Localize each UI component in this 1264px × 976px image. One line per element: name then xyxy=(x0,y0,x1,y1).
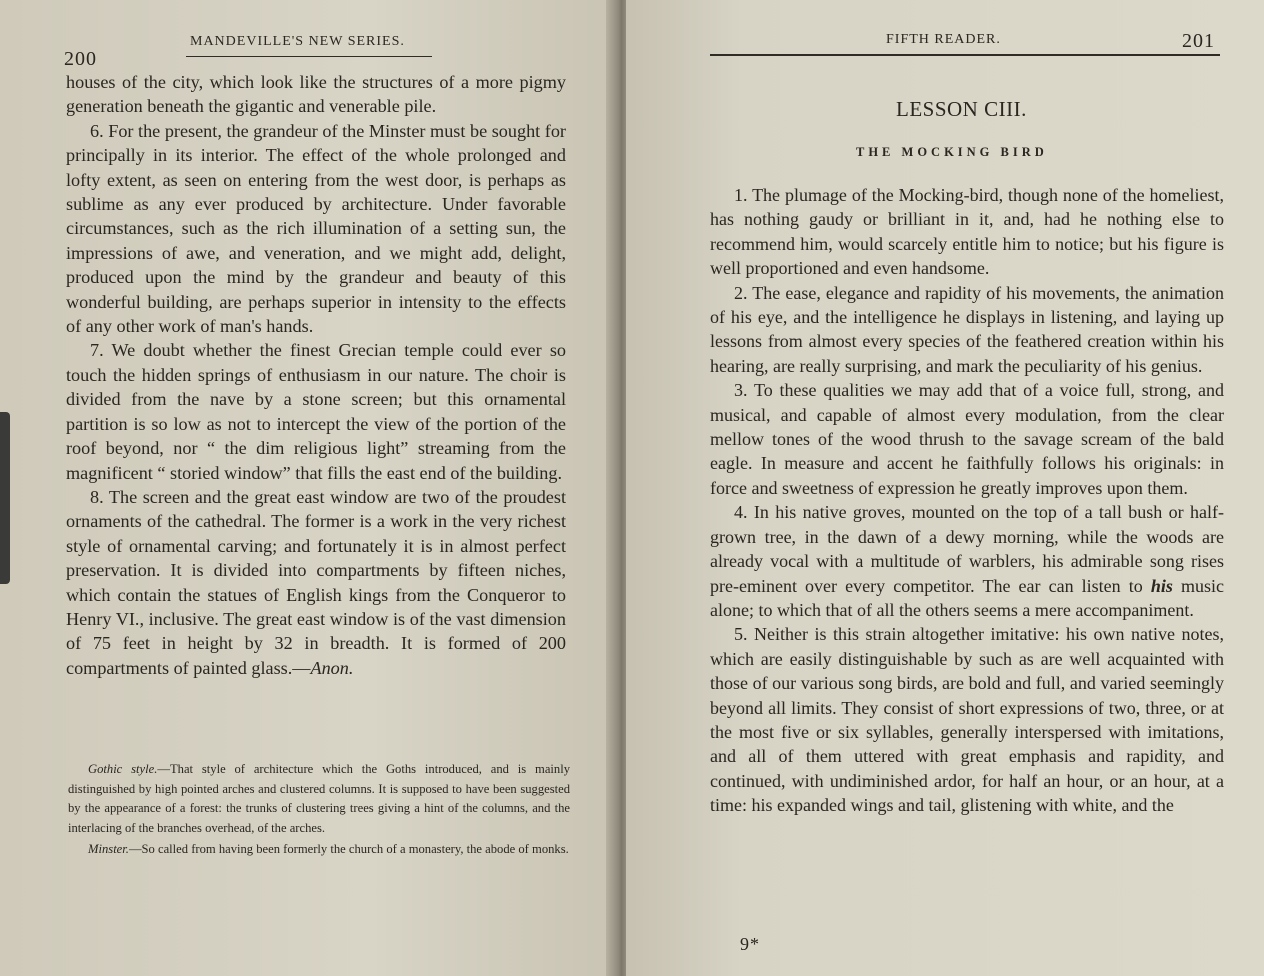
attribution: Anon. xyxy=(310,657,354,678)
paragraph: 6. For the present, the grandeur of the Minster must be sought for principally in its interior. The effect of the whole prolonged and lofty extent, as seen on entering from the west door, is perhaps as sublime as any ever produced by architecture. Under favorable circumstances, such as the rich illumination of a setting sun, the impressions of awe, and veneration, and we might add, delight, produced upon the mind by the grandeur and beauty of this wonderful building, are perhaps superior in intensity to the effects of any other work of man's hands. xyxy=(66,120,566,337)
left-page-number: 200 xyxy=(64,48,97,70)
footnotes xyxy=(68,760,570,860)
paragraph: 5. Neither is this strain altogether imitative: his own native notes, which are easily distinguishable by such as are well acquainted with those of our various song birds, are bold and full, and varied seemingly beyond all limits. They consist of short expressions of two, three, or at the most five or six syllables, generally interspersed with imitations, and all of them uttered with great emphasis and rapidity, and continued, with undiminished ardor, for half an hour, or an hour, at a time: his expanded wings and tail, glistening with white, and the xyxy=(710,624,1224,816)
footnote xyxy=(68,760,570,838)
paragraph-text: 4. In his native groves, mounted on the top of a tall bush or half-grown tree, in the dawn of a dewy morning, while the woods are already vocal with a multitude of warblers, his admirable song rises pre-eminent over every competitor. The ear can listen to xyxy=(710,502,1224,596)
right-running-head: FIFTH READER. xyxy=(886,32,1001,47)
left-body xyxy=(66,70,566,680)
paragraph-text: 8. The screen and the great east window are two of the proudest ornaments of the cathedral. The former is a work in the very richest style of ornamental carving; and fortunately it is in almost perfect preservation. It is divided into compartments by fifteen niches, which contain the statues of English kings from the Conqueror to Henry VI., inclusive. The great east window is of the vast dimension of 75 feet in height by 32 in breadth. It is formed of 200 compartments of painted glass.— xyxy=(66,486,566,678)
paragraph: houses of the city, which look like the structures of a more pigmy generation beneath the gigantic and venerable pile. xyxy=(66,72,566,117)
binding-tab xyxy=(0,412,10,584)
signature-mark: 9* xyxy=(740,934,760,954)
paragraph: 2. The ease, elegance and rapidity of his movements, the animation of his eye, and the intelligence he displays in listening, and laying up lessons from almost every species of the feathered creation within his hearing, are really surprising, and mark the peculiarity of his genius. xyxy=(710,282,1224,376)
lesson-title: LESSON CIII. xyxy=(896,97,1027,121)
footnote-text: —So called from having been formerly the church of a monastery, the abode of monks. xyxy=(128,842,569,856)
paragraph-text: music alone; to which that of all the others seems a mere accompaniment. xyxy=(710,575,1224,620)
emphasis: his xyxy=(1150,575,1173,596)
right-page xyxy=(626,0,1264,976)
footnote xyxy=(68,840,570,860)
footnote-term: Minster. xyxy=(88,842,129,856)
paragraph: 7. We doubt whether the finest Grecian temple could ever so touch the hidden springs of enthusiasm in our nature. The choir is divided from the nave by a stone screen; but this ornamental partition is so low as not to intercept the view of the portion of the roof beyond, nor “ the dim religious light” streaming from the magnificent “ storied window” that fills the east end of the building. xyxy=(66,340,566,483)
right-header-rule xyxy=(710,54,1220,56)
footnote-term: Gothic style. xyxy=(88,762,158,776)
paragraph: 3. To these qualities we may add that of a voice full, strong, and musical, and capable of almost every modulation, from the clear mellow tones of the wood thrush to the savage scream of the bald eagle. In measure and accent he faithfully follows his originals: in force and sweetness of expression he greatly improves upon them. xyxy=(710,380,1224,498)
footnote-text: —That style of architecture which the Goths introduced, and is mainly distinguished by high pointed arches and clustered columns. It is supposed to have been suggested by the appearance of a forest: the trunks of clustering trees giving a hint of the columns, and the interlacing of the branches overhead, of the arches. xyxy=(68,762,570,835)
paragraph xyxy=(710,500,1224,622)
left-running-head: MANDEVILLE'S NEW SERIES. xyxy=(190,34,405,49)
right-body xyxy=(710,183,1224,818)
lesson-subtitle: THE MOCKING BIRD xyxy=(856,145,1048,159)
right-page-number: 201 xyxy=(1182,30,1215,52)
left-header-rule xyxy=(186,56,432,57)
left-page xyxy=(0,0,614,976)
paragraph: 1. The plumage of the Mocking-bird, though none of the homeliest, has nothing gaudy or brilliant in it, and, had he nothing else to recommend him, would scarcely entitle him to notice; but his figure is well proportioned and even handsome. xyxy=(710,185,1224,279)
paragraph xyxy=(66,485,566,680)
